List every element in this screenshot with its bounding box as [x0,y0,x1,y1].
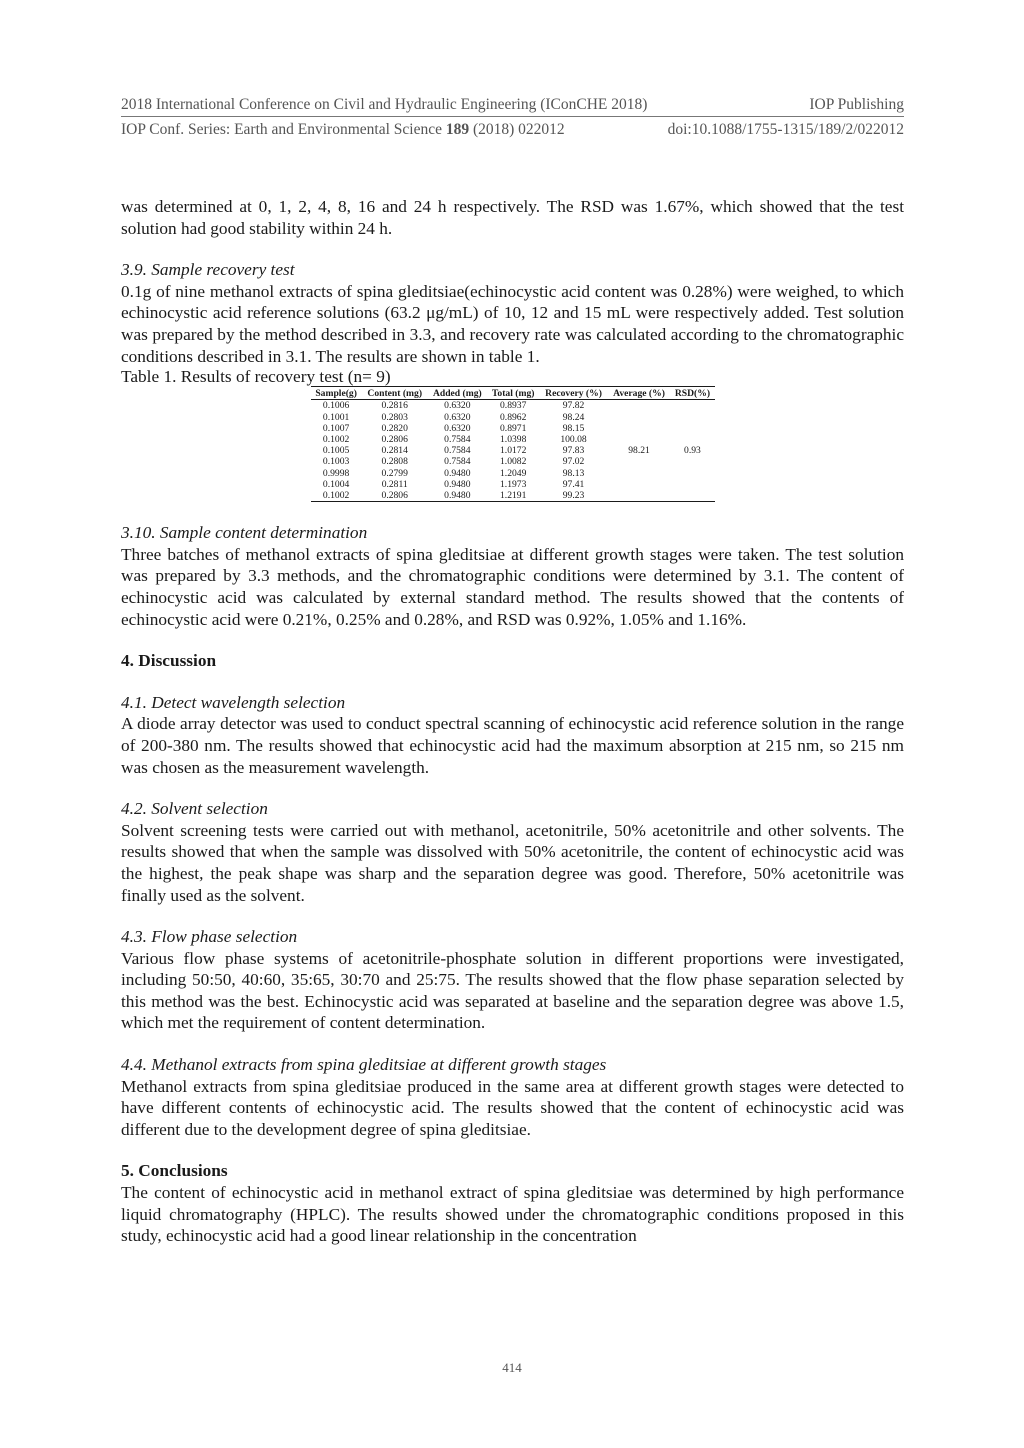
table-cell [608,456,671,467]
running-header-top [121,96,904,114]
table-cell: 0.7584 [444,456,471,468]
table-row [311,490,715,502]
series-prefix: IOP Conf. Series: Earth and Environmental Science [121,121,446,138]
page-content [121,196,904,1247]
intro-paragraph: was determined at 0, 1, 2, 4, 8, 16 and 24 h respectively. The RSD was 1.67%, which showed that the test solution had good stability within 24 h. [121,197,904,238]
table-cell: 1.0398 [500,433,527,445]
doi-text: doi:10.1088/1755-1315/189/2/022012 [667,121,904,138]
table-cell: 97.41 [562,478,585,490]
table-cell [670,479,714,490]
section-4-3-body: Various flow phase systems of acetonitrile-phosphate solution in different proportions were investigated, including 50:50, 40:60, 35:65, 30:70 and 25:75. The results showed that the flow phase separation selected by this method was the best. Echinocystic acid was separated at baseline and the separation degree was above 1.5, which met the requirement of content determination. [121,948,904,1033]
table-cell: 1.1973 [500,478,527,490]
table-cell: 97.82 [562,400,585,412]
table-cell: 0.9480 [444,467,471,479]
section-3-9-heading: 3.9. Sample recovery test [121,260,295,280]
table-cell: 0.6320 [444,400,471,412]
series-suffix: (2018) 022012 [469,121,565,138]
table-cell [608,434,671,445]
table-row [311,445,715,456]
table-cell [608,479,671,490]
table-cell: 97.02 [562,456,585,468]
table-cell: 0.2808 [381,456,408,468]
table-cell: 98.24 [562,411,585,423]
table-cell: 0.6320 [444,422,471,434]
col-header-total: Total (mg) [487,387,539,400]
table-cell [670,412,714,423]
table-cell: 0.1002 [322,433,350,445]
table-cell: 0.9480 [428,490,487,502]
series-info [121,121,565,139]
col-header-recovery: Recovery (%) [539,387,607,400]
table-row [311,423,715,434]
table-cell: 0.2816 [381,400,408,412]
table-cell [670,456,714,467]
table-cell: 1.0172 [500,445,527,457]
section-3-9-body: 0.1g of nine methanol extracts of spina gleditsiae(echinocystic acid content was 0.28%) were weighed, to which echinocystic acid reference solutions (63.2 μg/mL) of 10, 12 and 15 mL were respectively added. Test solution was prepared by the method described in 3.3, and recovery rate was calculated according to the chromatographic conditions described in 3.1. The results are shown in table 1. [121,281,904,366]
table-cell: 100.08 [560,433,587,445]
table-cell: 98.15 [562,422,585,434]
table-row [311,400,715,412]
table-cell: 98.21 [628,445,650,457]
section-5-body: The content of echinocystic acid in methanol extract of spina gleditsiae was determined by high performance liquid chromatography (HPLC). The results showed under the chromatographic conditions proposed in this study, echinocystic acid had a good linear relationship in the concentration [121,1183,904,1246]
publisher-name: IOP Publishing [809,96,904,113]
table-cell: 0.1005 [322,445,350,457]
table-cell: 98.13 [562,467,585,479]
section-4-4-heading: 4.4. Methanol extracts from spina gleditsiae at different growth stages [121,1055,607,1075]
table-cell: 97.83 [562,445,585,457]
table-cell: 0.1006 [322,400,350,412]
table-header-row [311,387,715,400]
page-number: 414 [502,1360,522,1375]
table-cell [608,468,671,479]
table-row [311,412,715,423]
table-cell: 0.6320 [444,411,471,423]
col-header-rsd: RSD(%) [670,387,714,400]
table-cell: 0.2814 [381,445,408,457]
section-4-4-body: Methanol extracts from spina gleditsiae produced in the same area at different growth stages were detected to have different contents of echinocystic acid. The results showed that the content of echinocystic acid was different due to the development degree of spina gleditsiae. [121,1076,904,1139]
table-cell: 0.2803 [381,411,408,423]
table-cell [670,434,714,445]
table-cell: 0.7584 [444,433,471,445]
table-cell: 0.8937 [500,400,527,412]
recovery-table [311,386,715,502]
table-cell: 0.1004 [322,478,350,490]
table-row [311,479,715,490]
table-cell: 0.2806 [381,433,408,445]
section-3-10-body: Three batches of methanol extracts of spina gleditsiae at different growth stages were taken. The test solution was prepared by 3.3 methods, and the chromatographic conditions were determined by 3.1. The content of echinocystic acid was calculated by external standard method. The results showed that the contents of echinocystic acid were 0.21%, 0.25% and 0.28%, and RSD was 0.92%, 1.05% and 1.16%. [121,544,904,629]
running-header-bottom [121,121,904,139]
table-cell: 99.23 [539,490,607,502]
table-1-caption: Table 1. Results of recovery test (n= 9) [121,367,391,387]
table-cell: 0.2799 [381,467,408,479]
table-cell [670,423,714,434]
table-cell [608,412,671,423]
col-header-sample: Sample(g) [311,387,362,400]
table-cell: 0.2806 [362,490,428,502]
volume-number: 189 [445,121,470,138]
table-cell: 0.1003 [322,456,350,468]
section-4-2-body: Solvent screening tests were carried out with methanol, acetonitrile, 50% acetonitrile and other solvents. The results showed that when the sample was dissolved with 50% acetonitrile, the content of echinocystic acid was the highest, the peak shape was sharp and the separation degree was good. Therefore, 50% acetonitrile was finally used as the solvent. [121,820,904,905]
table-cell [670,400,714,412]
table-cell: 0.2811 [381,478,408,490]
table-row [311,434,715,445]
section-4-3-heading: 4.3. Flow phase selection [121,927,298,947]
table-cell [670,468,714,479]
section-4-1-body: A diode array detector was used to conduct spectral scanning of echinocystic acid reference solution in the range of 200-380 nm. The results showed that echinocystic acid had the maximum absorption at 215 nm, so 215 nm was chosen as the measurement wavelength. [121,714,904,777]
table-cell: 0.2820 [381,422,408,434]
col-header-added: Added (mg) [428,387,487,400]
table-cell: 0.9998 [322,467,350,479]
table-cell [608,490,671,502]
table-cell [608,423,671,434]
table-cell: 0.8962 [500,411,527,423]
table-cell: 0.93 [684,445,701,457]
table-cell: 0.1001 [322,411,350,423]
header-divider [121,116,904,117]
table-cell: 0.1007 [322,422,350,434]
table-cell [608,400,671,412]
table-cell: 1.0082 [500,456,527,468]
table-cell [670,490,714,502]
table-row [311,468,715,479]
conference-name: 2018 International Conference on Civil and Hydraulic Engineering (IConCHE 2018) [121,96,648,113]
section-4-2-heading: 4.2. Solvent selection [121,799,268,819]
table-cell: 0.9480 [444,478,471,490]
table-cell: 1.2191 [487,490,539,502]
section-4-1-heading: 4.1. Detect wavelength selection [121,692,346,712]
section-5-heading: 5. Conclusions [121,1161,228,1181]
section-4-heading: 4. Discussion [121,651,217,671]
col-header-content: Content (mg) [362,387,428,400]
table-cell: 1.2049 [500,467,527,479]
table-cell: 0.1002 [311,490,362,502]
table-row [311,456,715,467]
table-cell: 0.8971 [500,422,527,434]
table-cell: 0.7584 [444,445,471,457]
section-3-10-heading: 3.10. Sample content determination [121,523,368,543]
col-header-average: Average (%) [608,387,671,400]
